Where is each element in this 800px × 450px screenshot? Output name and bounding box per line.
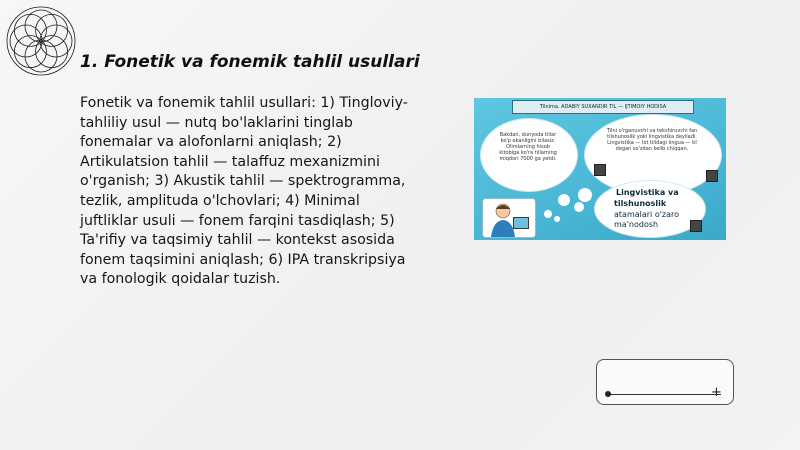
stop-square-icon (594, 164, 606, 176)
lingvistika-line2: tilshunoslik (614, 199, 667, 208)
lingvistika-line3: atamalari o'zaro (614, 210, 680, 219)
slide-title: 1. Fonetik va fonemik tahlil usullari (80, 52, 420, 72)
thought-bubble (558, 194, 570, 206)
teacher-illustration (482, 198, 536, 238)
thought-bubble (554, 216, 560, 222)
left-cloud-text: Bakdan, dunyoda tillar ko'p ekanligini bilasiz. Olimlarning hisob kitobiga ko'ra tillarning miqdori 7000 ga yetdi. (499, 132, 557, 162)
thought-bubble (578, 188, 592, 202)
lingvistika-line4: ma'nodosh (614, 220, 659, 229)
audio-progress-track[interactable] (607, 394, 721, 395)
geometric-circle-logo-icon (4, 4, 78, 78)
plus-icon[interactable]: + (711, 385, 722, 400)
stop-square-icon (690, 220, 702, 232)
thought-bubble (544, 210, 552, 218)
thought-bubble (574, 202, 584, 212)
illustration-panel (474, 98, 726, 240)
teacher-icon (483, 199, 535, 237)
illustration-heading: Tilnima. ADABIY SUXANDIR TIL — IJTIMOIY HODISA (512, 100, 694, 114)
right-cloud-text: Tilni o'rganuvchi va tekshiruvchi fan tilshunoslik yoki lingvistika deyiladi. Lingvistika — lot tilidagi lingua — til degan so'zdan kelib chiqqan. (606, 128, 698, 152)
stop-square-icon (706, 170, 718, 182)
lingvistika-line1: Lingvistika va (616, 188, 679, 197)
playhead-icon[interactable] (605, 391, 611, 397)
slide-body-text: Fonetik va fonemik tahlil usullari: 1) Tingloviy-tahliliy usul — nutq bo'laklarini tinglab fonemalar va alofonlarni aniqlash; 2) Artikulatsion tahlil — talaffuz mexanizmini o'rganish; 3) Akustik tahlil — spektrogramma, tezlik, amplituda o'lchovlari; 4) Minimal juftliklar usuli — fonem farqini tasdiqlash; 5) Ta'rifiy va taqsimiy tahlil — kontekst asosida fonem taqsimini aniqlash; 6) IPA transkripsiya va fonologik qoidalar tuzish. (80, 95, 408, 288)
audio-player[interactable] (596, 359, 734, 405)
